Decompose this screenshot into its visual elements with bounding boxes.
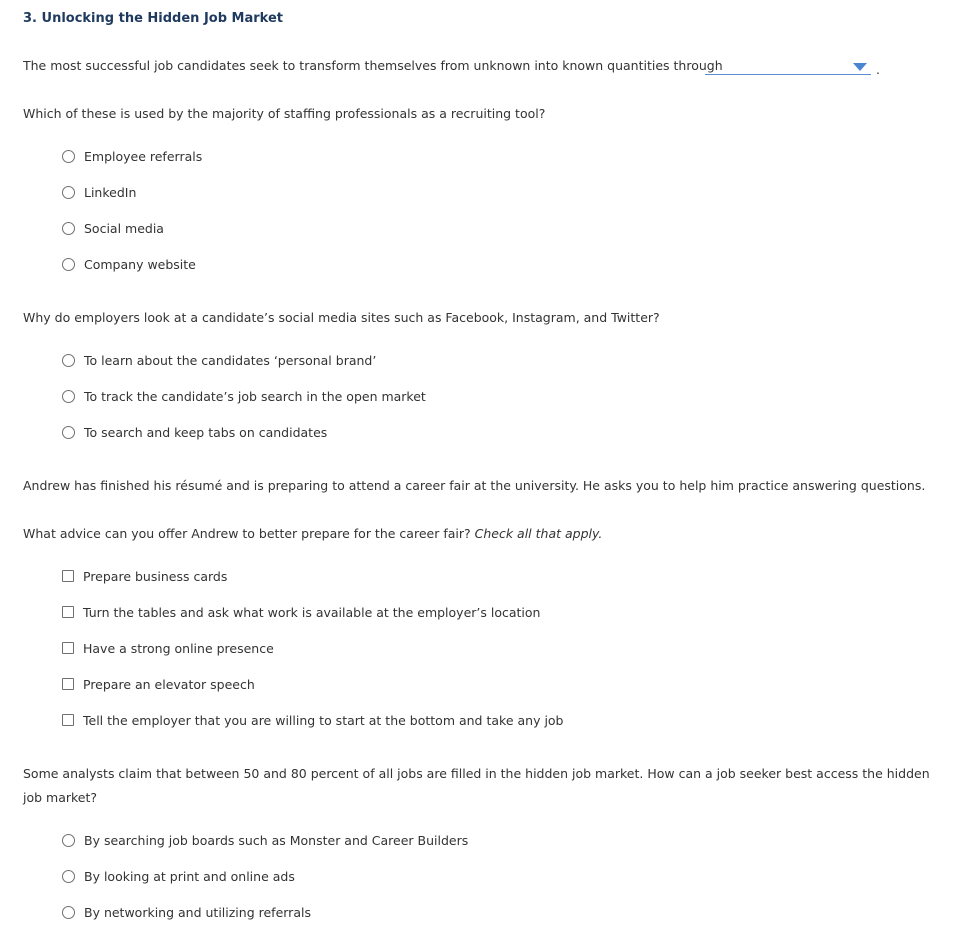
q2-option-2[interactable] xyxy=(62,182,136,202)
q4-option-label: Tell the employer that you are willing to start at the bottom and take any job xyxy=(83,712,564,728)
q4-option-1[interactable] xyxy=(62,566,227,586)
q2-option-label: Social media xyxy=(84,220,164,236)
q5-option-1[interactable] xyxy=(62,830,468,850)
q4-option-label: Have a strong online presence xyxy=(83,640,274,656)
q2-option-label: Employee referrals xyxy=(84,148,203,164)
q4-text: What advice can you offer Andrew to better prepare for the career fair? xyxy=(23,526,471,541)
q5-text: Some analysts claim that between 50 and 80 percent of all jobs are filled in the hidden job market. How can a job seeker best access the hidden job market? xyxy=(23,766,930,805)
radio-icon[interactable] xyxy=(62,906,75,919)
q3-option-3[interactable] xyxy=(62,422,327,442)
q3-option-1[interactable] xyxy=(62,350,376,370)
q3-option-label: To track the candidate’s job search in the open market xyxy=(84,388,426,404)
checkbox-icon[interactable] xyxy=(62,678,74,690)
q5-option-3[interactable] xyxy=(62,902,311,922)
q3-option-2[interactable] xyxy=(62,386,426,406)
radio-icon[interactable] xyxy=(62,150,75,163)
scenario-text: Andrew has finished his résumé and is preparing to attend a career fair at the university. He asks you to help him practice answering questions. xyxy=(23,478,926,493)
q4-text-row xyxy=(23,522,602,546)
checkbox-icon[interactable] xyxy=(62,606,74,618)
q1-dropdown[interactable] xyxy=(705,56,871,75)
radio-icon[interactable] xyxy=(62,258,75,271)
q4-option-3[interactable] xyxy=(62,638,274,658)
q2-option-4[interactable] xyxy=(62,254,196,274)
checkbox-icon[interactable] xyxy=(62,714,74,726)
q5-option-label: By networking and utilizing referrals xyxy=(84,904,311,920)
q2-option-3[interactable] xyxy=(62,218,164,238)
q3-option-label: To learn about the candidates ‘personal brand’ xyxy=(84,352,377,368)
radio-icon[interactable] xyxy=(62,222,75,235)
q2-option-label: LinkedIn xyxy=(84,184,137,200)
q4-option-4[interactable] xyxy=(62,674,255,694)
q4-option-label: Turn the tables and ask what work is available at the employer’s location xyxy=(83,604,541,620)
q4-hint: Check all that apply. xyxy=(474,526,603,541)
q4-option-2[interactable] xyxy=(62,602,540,622)
q4-option-5[interactable] xyxy=(62,710,564,730)
radio-icon[interactable] xyxy=(62,426,75,439)
q2-text: Which of these is used by the majority of staffing professionals as a recruiting tool? xyxy=(23,106,546,121)
radio-icon[interactable] xyxy=(62,186,75,199)
radio-icon[interactable] xyxy=(62,870,75,883)
section-title: 3. Unlocking the Hidden Job Market xyxy=(23,11,284,26)
q4-option-label: Prepare an elevator speech xyxy=(83,676,255,692)
chevron-down-icon xyxy=(853,63,867,71)
checkbox-icon[interactable] xyxy=(62,642,74,654)
q2-option-1[interactable] xyxy=(62,146,202,166)
checkbox-icon[interactable] xyxy=(62,570,74,582)
q1-period: . xyxy=(876,62,880,77)
q3-option-label: To search and keep tabs on candidates xyxy=(84,424,328,440)
q3-text: Why do employers look at a candidate’s social media sites such as Facebook, Instagram, and Twitter? xyxy=(23,310,660,325)
q2-option-label: Company website xyxy=(84,256,196,272)
q5-option-2[interactable] xyxy=(62,866,295,886)
radio-icon[interactable] xyxy=(62,390,75,403)
radio-icon[interactable] xyxy=(62,354,75,367)
q5-option-label: By looking at print and online ads xyxy=(84,868,295,884)
q5-option-label: By searching job boards such as Monster and Career Builders xyxy=(84,832,469,848)
q1-text: The most successful job candidates seek to transform themselves from unknown into known quantities through xyxy=(23,58,723,73)
q4-option-label: Prepare business cards xyxy=(83,568,228,584)
radio-icon[interactable] xyxy=(62,834,75,847)
